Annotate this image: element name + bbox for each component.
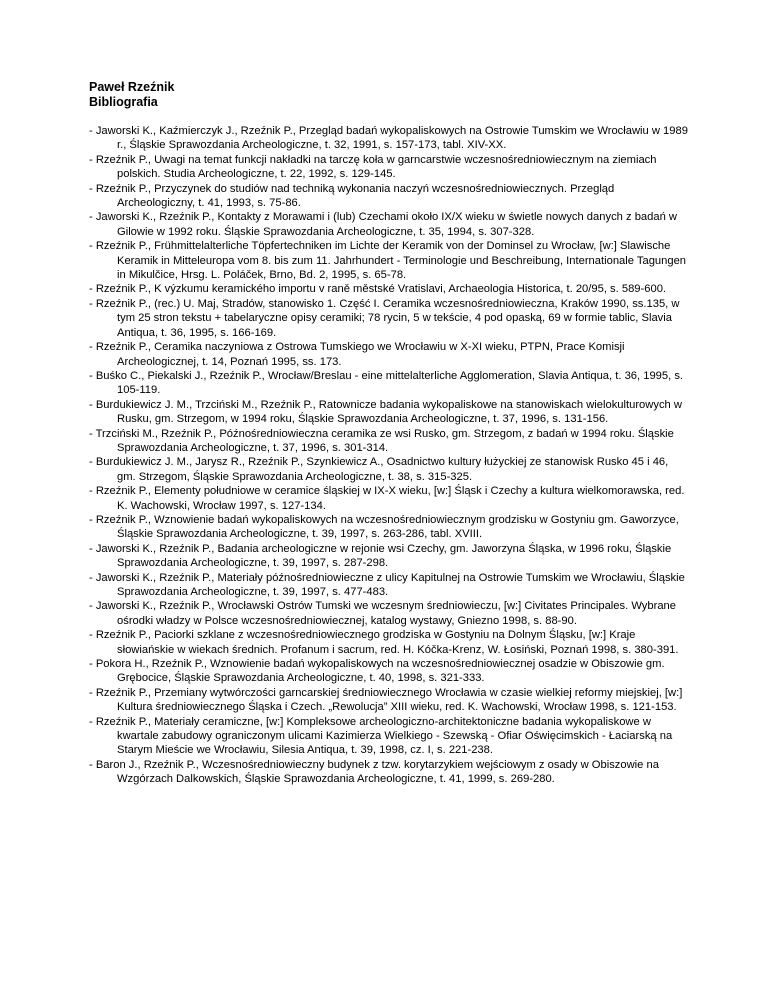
- bibliography-entry: - Jaworski K., Kaźmierczyk J., Rzeźnik P., Przegląd badań wykopaliskowych na Ostrowie Tumskim we Wrocławiu w 1989 r., Śląskie Sprawozdania Archeologiczne, t. 32, 1991, s. 157-173, tabl. XIV-XX.: [89, 125, 688, 152]
- document-page: [89, 80, 689, 787]
- bibliography-entry: - Jaworski K., Rzeźnik P., Materiały późnośredniowieczne z ulicy Kapitulnej na Ostrowie Tumskim we Wrocławiu, Śląskie Sprawozdania Archeologiczne, t. 39, 1997, s. 477-483.: [89, 571, 685, 598]
- bibliography-entry: - Baron J., Rzeźnik P., Wczesnośredniowieczny budynek z tzw. korytarzykiem wejściowym z osady w Obiszowie na Wzgórzach Dalkowskich, Śląskie Sprawozdania Archeologiczne, t. 41, 1999, s. 269-280.: [89, 758, 659, 786]
- author-name: Paweł Rzeźnik: [89, 80, 175, 94]
- bibliography-list: [89, 124, 689, 787]
- bibliography-entry: - Rzeźnik P., Frühmittelalterliche Töpfertechniken im Lichte der Keramik von der Dominsel zu Wrocław, [w:] Slawische Keramik in Mitteleuropa vom 8. bis zum 11. Jahrhundert - Terminologie und Beschreibung, Internationale Tagungen in Mikulčice, Hrsg. L. Poláček, Brno, Bd. 2, 1995, s. 65-78.: [89, 240, 687, 282]
- bibliography-entry: - Rzeźnik P., Uwagi na temat funkcji nakładki na tarczę koła w garncarstwie wczesnośredniowiecznym na ziemiach polskich. Studia Archeologiczne, t. 22, 1992, s. 129-145.: [89, 153, 657, 181]
- bibliography-entry: - Rzeźnik P., Ceramika naczyniowa z Ostrowa Tumskiego we Wrocławiu w X-XI wieku, PTPN, Prace Komisji Archeologicznej, t. 14, Poznań 1995, ss. 173.: [89, 341, 625, 368]
- bibliography-entry: - Rzeźnik P., K výzkumu keramického importu v raně městské Vratislavi, Archaeologia Historica, t. 20/95, s. 589-600.: [89, 283, 667, 296]
- bibliography-entry: - Burdukiewicz J. M., Jarysz R., Rzeźnik P., Szynkiewicz A., Osadnictwo kultury łużyckiej ze stanowisk Rusko 45 i 46, gm. Strzegom, Śląskie Sprawozdania Archeologiczne, t. 38, s. 315-325.: [89, 456, 669, 483]
- bibliography-entry: - Pokora H., Rzeźnik P., Wznowienie badań wykopaliskowych na wczesnośredniowiecznej osadzie w Obiszowie gm. Grębocice, Śląskie Sprawozdania Archeologiczne, t. 40, 1998, s. 321-333.: [89, 658, 665, 685]
- bibliography-entry: - Rzeźnik P., (rec.) U. Maj, Stradów, stanowisko 1. Część I. Ceramika wczesnośredniowieczna, Kraków 1990, ss.135, w tym 25 stron tekstu + tabelaryczne opisy ceramiki; 78 rycin, 5 w tekście, 4 pod opaską, 69 w formie tablic, Slavia Antiqua, t. 36, 1995, s. 166-169.: [89, 297, 680, 339]
- bibliography-entry: - Rzeźnik P., Przyczynek do studiów nad techniką wykonania naczyń wczesnośredniowiecznych. Przegląd Archeologiczny, t. 41, 1993, s. 75-86.: [89, 182, 615, 210]
- bibliography-entry: - Jaworski K., Rzeźnik P., Kontakty z Morawami i (lub) Czechami około IX/X wieku w świetle nowych danych z badań w Gilowie w 1992 roku. Śląskie Sprawozdania Archeologiczne, t. 35, 1994, s. 307-328.: [89, 211, 677, 238]
- bibliography-entry: - Buśko C., Piekalski J., Rzeźnik P., Wrocław/Breslau - eine mittelalterliche Agglomeration, Slavia Antiqua, t. 36, 1995, s. 105-119.: [89, 369, 684, 397]
- bibliography-entry: - Rzeźnik P., Materiały ceramiczne, [w:] Kompleksowe archeologiczno-architektoniczne badania wykopaliskowe w kwartale zabudowy ograniczonym ulicami Kazimierza Wielkiego - Szewską - Ofiar Oświęcimskich - Łaciarską na Starym Mieście we Wrocławiu, Silesia Antiqua, t. 39, 1998, cz. I, s. 221-238.: [89, 715, 673, 757]
- document-subtitle: Bibliografia: [89, 94, 158, 109]
- bibliography-entry: - Trzciński M., Rzeźnik P., Późnośredniowieczna ceramika ze wsi Rusko, gm. Strzegom, z badań w 1994 roku. Śląskie Sprawozdania Archeologiczne, t. 37, 1996, s. 301-314.: [89, 427, 674, 454]
- bibliography-entry: - Jaworski K., Rzeźnik P., Wrocławski Ostrów Tumski we wczesnym średniowieczu, [w:] Civitates Principales. Wybrane ośrodki władzy w Polsce wczesnośredniowiecznej, katalog wystawy, Gniezno 1998, s. 88-90.: [89, 600, 676, 627]
- bibliography-entry: - Rzeźnik P., Paciorki szklane z wczesnośredniowiecznego grodziska w Gostyniu na Dolnym Śląsku, [w:] Kraje słowiańskie w wiekach średnich. Profanum i sacrum, red. H. Kóčka-Krenz, W. Łosiński, Poznań 1998, s. 380-391.: [89, 629, 679, 656]
- bibliography-entry: - Burdukiewicz J. M., Trzciński M., Rzeźnik P., Ratownicze badania wykopaliskowe na stanowiskach wielokulturowych w Rusku, gm. Strzegom, w 1994 roku, Śląskie Sprawozdania Archeologiczne, t. 37, 1996, s. 131-156.: [89, 398, 682, 426]
- bibliography-entry: - Rzeźnik P., Elementy południowe w ceramice śląskiej w IX-X wieku, [w:] Śląsk i Czechy a kultura wielkomorawska, red. K. Wachowski, Wrocław 1997, s. 127-134.: [89, 485, 685, 512]
- bibliography-entry: - Jaworski K., Rzeźnik P., Badania archeologiczne w rejonie wsi Czechy, gm. Jaworzyna Śląska, w 1996 roku, Śląskie Sprawozdania Archeologiczne, t. 39, 1997, s. 287-298.: [89, 542, 672, 570]
- bibliography-entry: - Rzeźnik P., Wznowienie badań wykopaliskowych na wczesnośredniowiecznym grodzisku w Gostyniu gm. Gaworzyce, Śląskie Sprawozdania Archeologiczne, t. 39, 1997, s. 263-286, tabl. XVIII.: [89, 513, 679, 541]
- bibliography-entry: - Rzeźnik P., Przemiany wytwórczości garncarskiej średniowiecznego Wrocławia w czasie wielkiej reformy miejskiej, [w:] Kultura średniowiecznego Śląska i Czech. „Rewolucja” XIII wieku, red. K. Wachowski, Wrocław 1998, s. 121-153.: [89, 686, 683, 714]
